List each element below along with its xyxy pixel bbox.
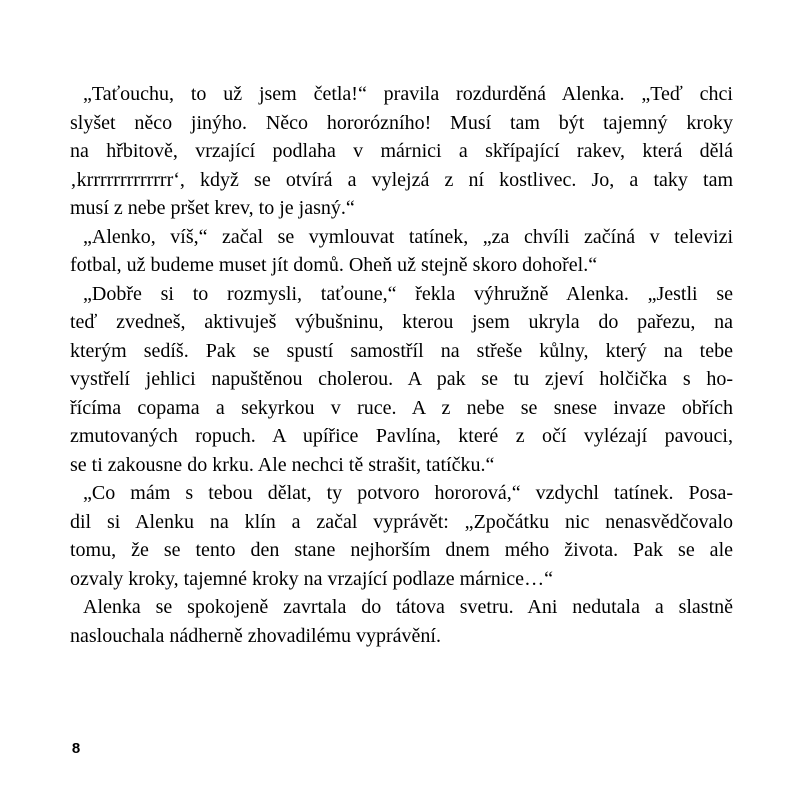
text-line: se ti zakousne do krku. Ale nechci tě strašit, tatíčku.“ — [70, 453, 495, 476]
text-line: naslouchala nádherně zhovadilému vyprávění. — [70, 624, 441, 647]
text-line: na hřbitově, vrzající podlaha v márnici a skřípající rakev, která dělá — [70, 140, 733, 162]
paragraph — [70, 223, 733, 280]
paragraph — [70, 593, 733, 650]
text-line: vystřelí jehlici napuštěnou cholerou. A pak se tu zjeví holčička s ho- — [70, 368, 733, 390]
paragraph — [70, 280, 733, 480]
text-line: „Dobře si to rozmysli, taťoune,“ řekla výhružně Alenka. „Jestli se — [83, 282, 733, 305]
text-line: fotbal, už budeme muset jít domů. Oheň už stejně skoro dohořel.“ — [70, 254, 598, 276]
text-line: „Co mám s tebou dělat, ty potvoro hororová,“ vzdychl tatínek. Posa- — [83, 482, 733, 504]
paragraph — [70, 80, 733, 223]
paragraph — [70, 479, 733, 593]
text-line: musí z nebe pršet krev, to je jasný.“ — [70, 197, 355, 219]
story-text — [70, 80, 733, 650]
text-line: tomu, že se tento den stane nejhorším dnem mého života. Pak se ale — [70, 539, 733, 561]
text-line: dil si Alenku na klín a začal vyprávět: „Zpočátku nic nenasvědčovalo — [70, 510, 733, 533]
text-line: zmutovaných ropuch. A upířice Pavlína, které z očí vylézají pavouci, — [70, 425, 733, 447]
text-line: ozvaly kroky, tajemné kroky na vrzající podlaze márnice…“ — [70, 567, 553, 590]
text-line: řícíma copama a sekyrkou v ruce. A z nebe se snese invaze obřích — [70, 396, 733, 419]
text-line: „Taťouchu, to už jsem četla!“ pravila rozdurděná Alenka. „Teď chci — [83, 83, 733, 105]
text-line: teď zvedneš, aktivuješ výbušninu, kterou jsem ukryla do pařezu, na — [70, 311, 733, 333]
text-line: Alenka se spokojeně zavrtala do tátova svetru. Ani nedutala a slastně — [83, 596, 733, 618]
page-number: 8 — [71, 740, 81, 757]
text-line: slyšet něco jinýho. Něco hororózního! Musí tam být tajemný kroky — [70, 111, 733, 134]
text-line: kterým sedíš. Pak se spustí samostříl na střeše kůlny, který na tebe — [70, 339, 733, 362]
text-line: „Alenko, víš,“ začal se vymlouvat tatínek, „za chvíli začíná v televizi — [83, 225, 733, 248]
text-line: ‚krrrrrrrrrrrrr‘, když se otvírá a vylejzá z ní kostlivec. Jo, a taky tam — [70, 168, 733, 191]
